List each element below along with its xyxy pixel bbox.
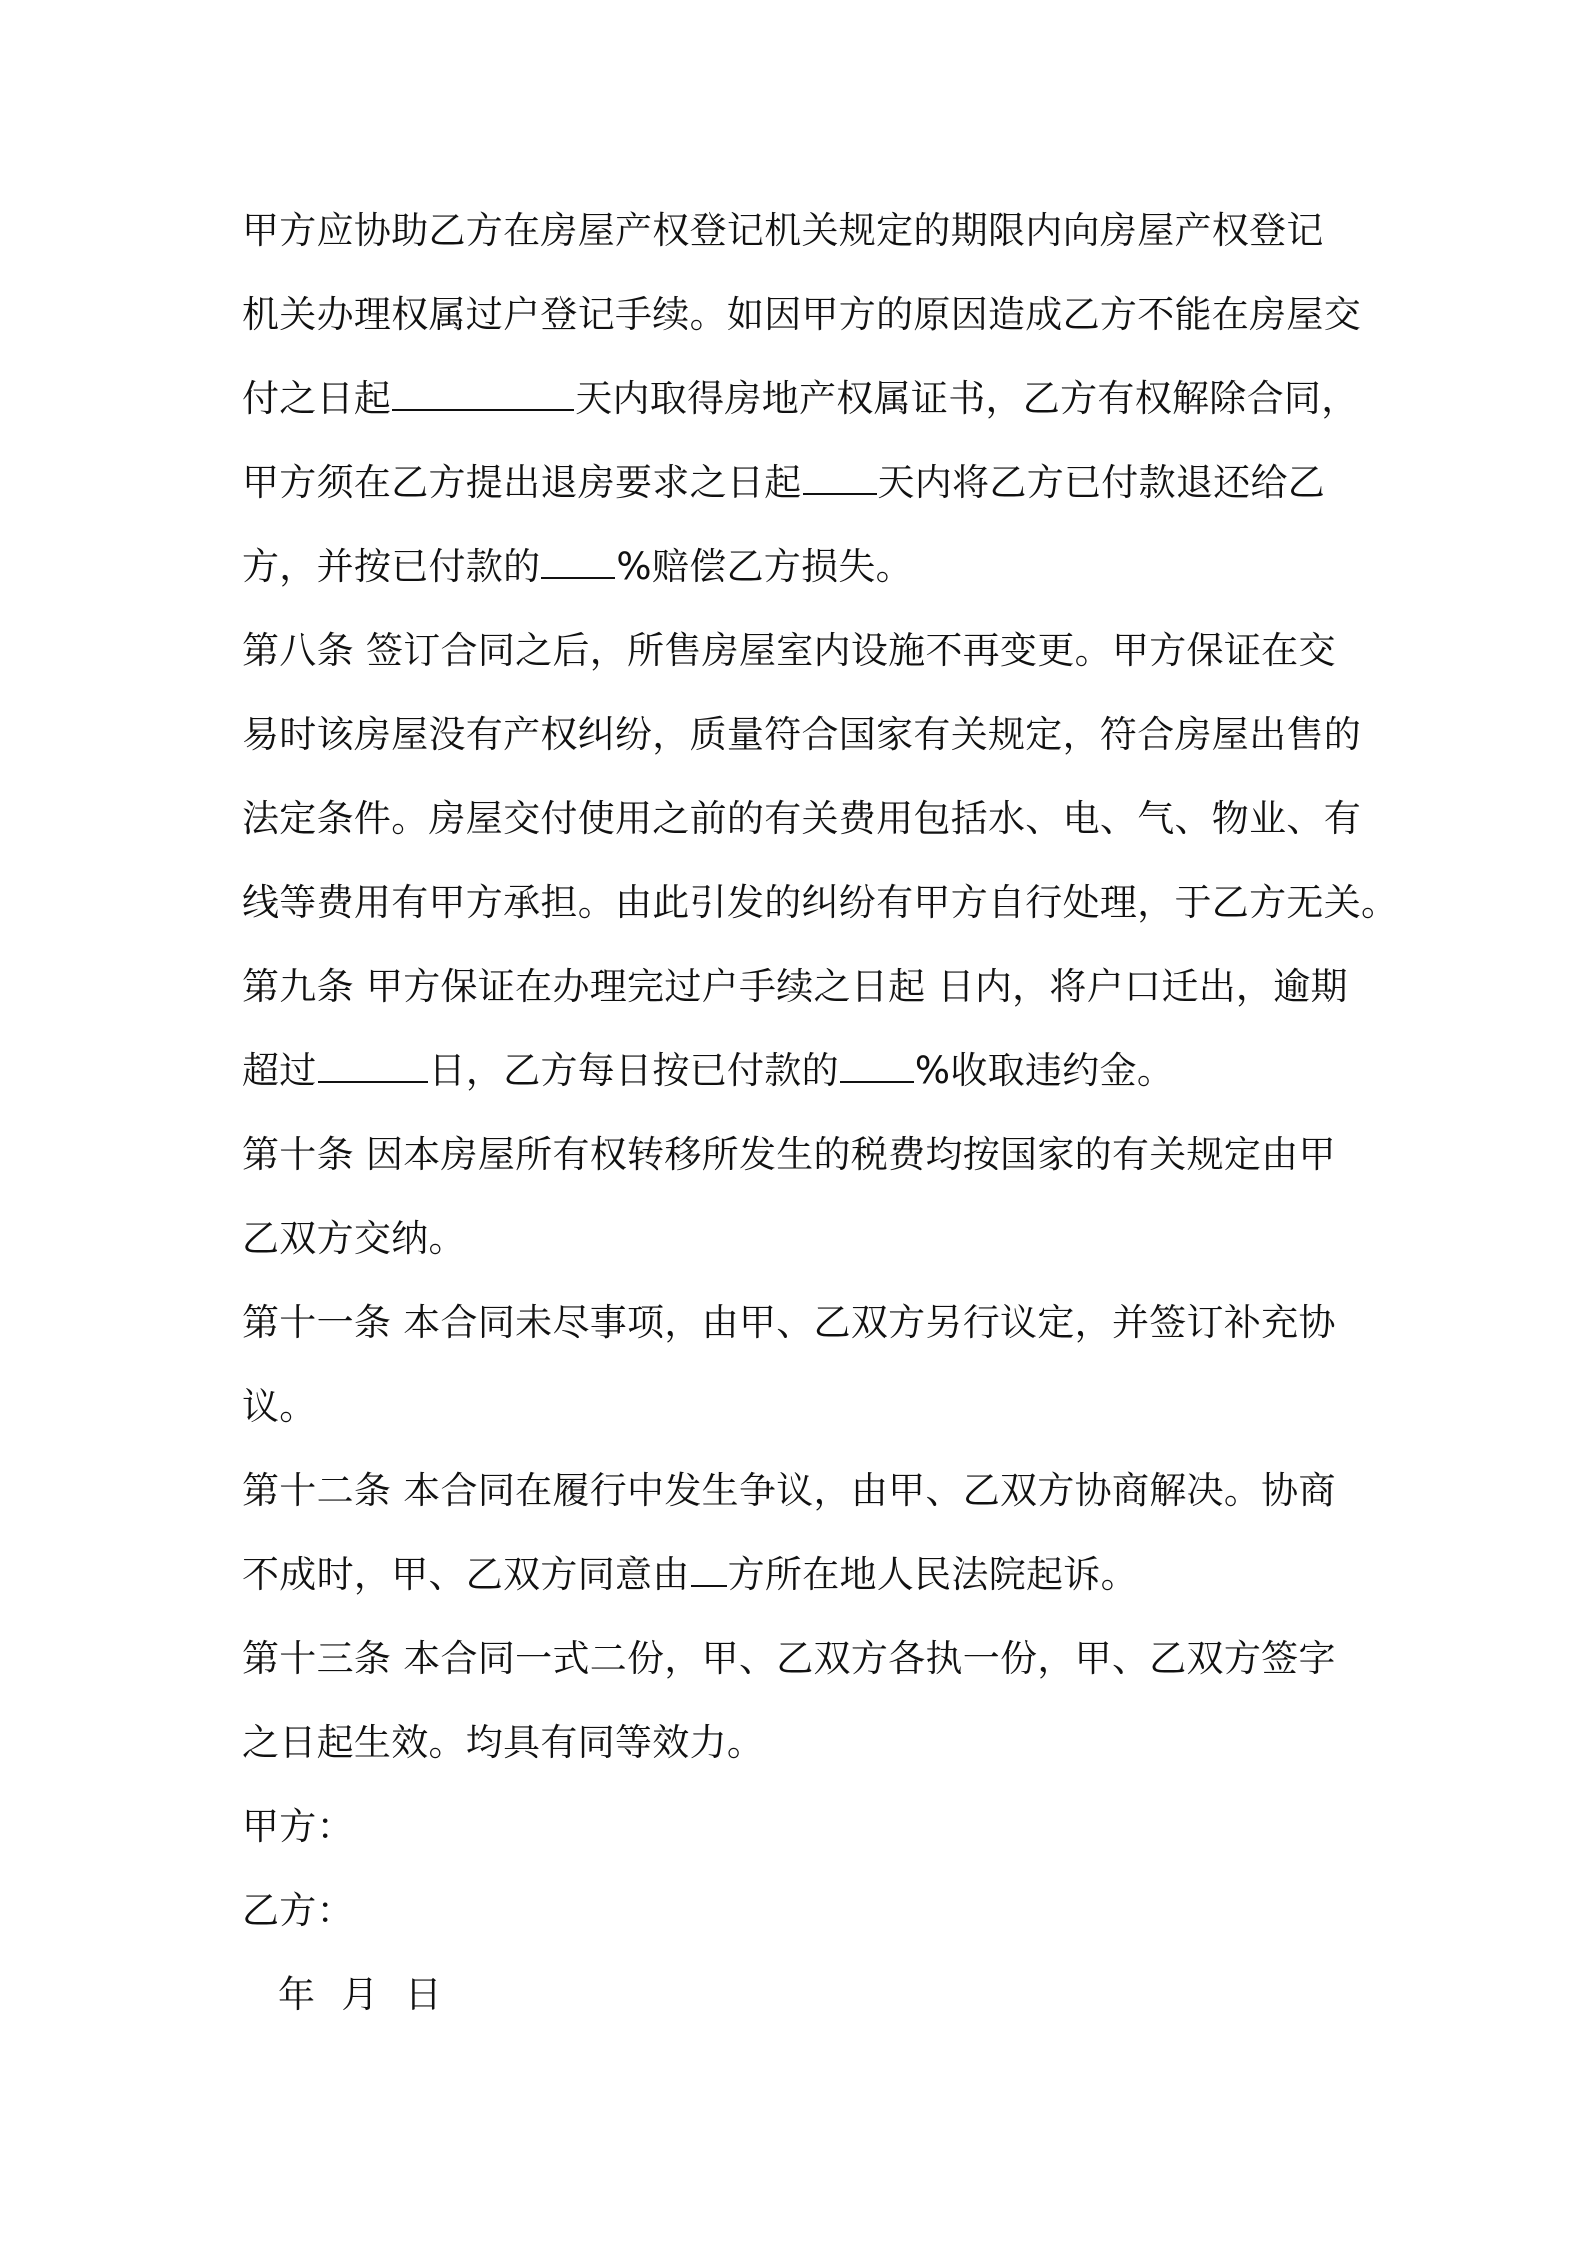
text-segment: 付之日起 <box>242 377 392 420</box>
fill-blank-percent <box>840 1051 914 1083</box>
text-line-with-blank <box>242 441 1362 525</box>
fill-blank-party <box>691 1555 727 1587</box>
clause-13-line: 之日起生效。均具有同等效力。 <box>242 1721 765 1764</box>
clause-12-line <box>242 1533 1362 1617</box>
text-line-with-blank <box>242 357 1362 441</box>
fill-blank-days <box>803 463 877 495</box>
fill-blank-percent <box>541 547 615 579</box>
clause-12-line: 第十二条 本合同在履行中发生争议，由甲、乙双方协商解决。协商 <box>242 1469 1336 1512</box>
clause-8-line: 法定条件。房屋交付使用之前的有关费用包括水、电、气、物业、有 <box>242 797 1361 840</box>
clause-11-line: 第十一条 本合同未尽事项，由甲、乙双方另行议定，并签订补充协 <box>242 1301 1336 1344</box>
clause-8-line: 第八条 签订合同之后，所售房屋室内设施不再变更。甲方保证在交 <box>242 629 1336 672</box>
fill-blank-days <box>318 1051 428 1083</box>
contract-text <box>242 189 1399 2037</box>
clause-8-line: 线等费用有甲方承担。由此引发的纠纷有甲方自行处理，于乙方无关。 <box>242 881 1399 924</box>
signature-date: 年 月 日 <box>278 1973 443 2016</box>
text-segment: 超过 <box>242 1049 317 1092</box>
text-segment: 方，并按已付款的 <box>242 545 541 588</box>
text-line-with-blank <box>242 525 1362 609</box>
clause-9-line: 第九条 甲方保证在办理完过户手续之日起 日内，将户口迁出，逾期 <box>242 965 1348 1008</box>
text-segment: 日，乙方每日按已付款的 <box>428 1049 839 1092</box>
clause-8-line: 易时该房屋没有产权纠纷，质量符合国家有关规定，符合房屋出售的 <box>242 713 1361 756</box>
clause-13-line: 第十三条 本合同一式二份，甲、乙双方各执一份，甲、乙双方签字 <box>242 1637 1336 1680</box>
fill-blank-days <box>392 379 574 411</box>
text-segment: 天内取得房地产权属证书，乙方有权解除合同， <box>575 377 1359 420</box>
text-line: 机关办理权属过户登记手续。如因甲方的原因造成乙方不能在房屋交 <box>242 293 1361 336</box>
text-segment: %赔偿乙方损失。 <box>616 545 913 588</box>
text-segment: 甲方须在乙方提出退房要求之日起 <box>242 461 802 504</box>
clause-10-line: 第十条 因本房屋所有权转移所发生的税费均按国家的有关规定由甲 <box>242 1133 1336 1176</box>
text-segment: 天内将乙方已付款退还给乙 <box>877 461 1326 504</box>
clause-11-line: 议。 <box>242 1385 317 1428</box>
text-segment: 方所在地人民法院起诉。 <box>727 1553 1138 1596</box>
text-segment: %收取违约金。 <box>914 1049 1175 1092</box>
party-a-signature-label: 甲方： <box>242 1805 354 1848</box>
clause-9-line <box>242 1029 1362 1113</box>
party-b-signature-label: 乙方： <box>242 1889 354 1932</box>
text-line: 甲方应协助乙方在房屋产权登记机关规定的期限内向房屋产权登记 <box>242 209 1324 252</box>
clause-10-line: 乙双方交纳。 <box>242 1217 466 1260</box>
text-segment: 不成时，甲、乙双方同意由 <box>242 1553 690 1596</box>
